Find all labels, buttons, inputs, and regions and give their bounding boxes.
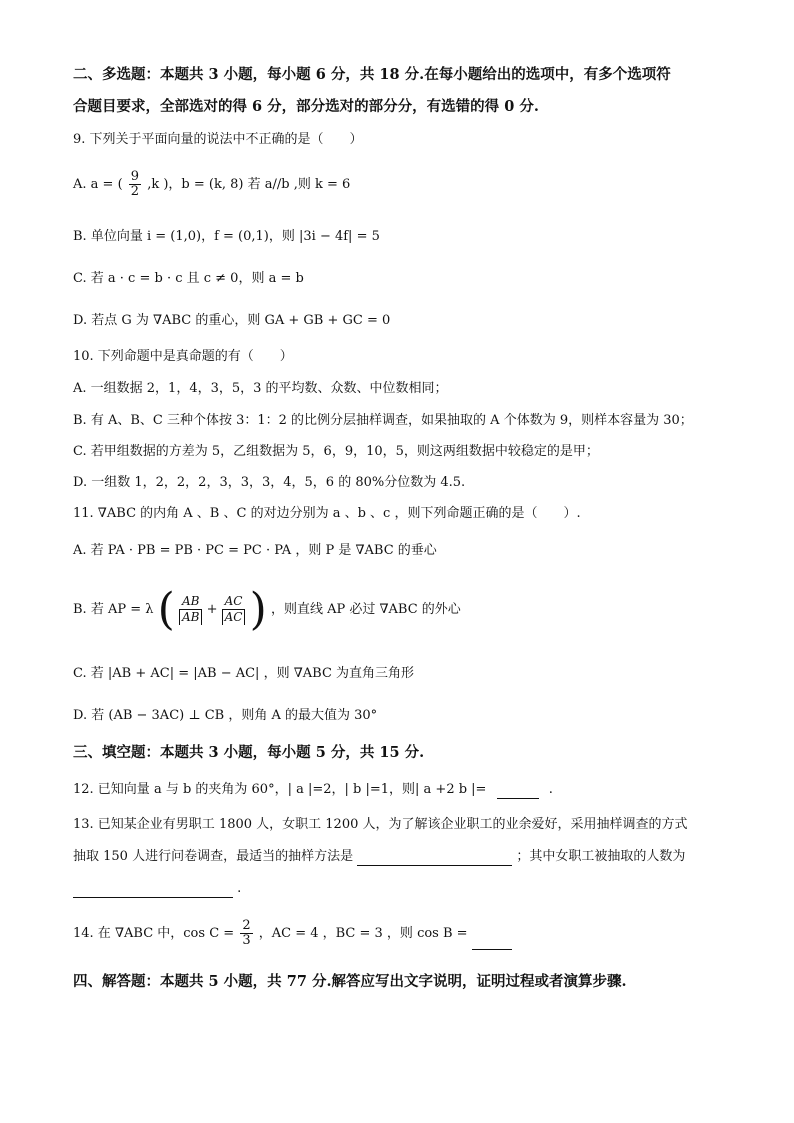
- q11-a-text: 若 PA · PB = PB · PC = PC · PA ，则 P 是 ∇ABC 的垂心: [90, 543, 437, 558]
- q11-option-c: [73, 665, 414, 683]
- q9-option-b: [73, 228, 380, 246]
- q11-b-num1: AB: [179, 594, 202, 610]
- q9-c-label: C.: [73, 271, 87, 286]
- q13-line3-end: .: [237, 881, 242, 896]
- q9-a-fraction: [129, 170, 141, 199]
- q10-option-d: D. 一组数 1，2，2，2，3，3，3，4，5，6 的 80%分位数为 4.5.: [73, 475, 466, 490]
- q9-a-denominator: 2: [130, 184, 140, 199]
- section4-heading: 四、解答题：本题共 5 小题，共 77 分.解答应写出文字说明，证明过程或者演算步骤.: [73, 973, 627, 990]
- q11-b-plus: +: [206, 602, 218, 617]
- q9-a-part1: a = (: [90, 177, 123, 192]
- q9-b-label: B.: [73, 229, 87, 244]
- q12: [73, 781, 553, 799]
- q14-answer-blank[interactable]: [472, 935, 512, 950]
- q9-option-d: [73, 312, 390, 330]
- q9-d-text: 若点 G 为 ∇ABC 的重心，则 GA + GB + GC = 0: [91, 313, 391, 328]
- q11-d-label: D.: [73, 708, 88, 723]
- q11-b-num2: AC: [222, 594, 246, 610]
- q9-b-text: 单位向量 i = (1,0)，f = (0,1)，则 |3i − 4f| = 5: [90, 229, 380, 244]
- q9-d-label: D.: [73, 313, 88, 328]
- q11-option-a: [73, 542, 437, 560]
- section3-heading: 三、填空题：本题共 3 小题，每小题 5 分，共 15 分.: [73, 744, 425, 761]
- q9-option-a: [73, 170, 350, 200]
- q11-b-right-paren: ): [249, 583, 267, 635]
- q11-b-part2: ，则直线 AP 必过 ∇ABC 的外心: [270, 602, 461, 617]
- q11-b-fraction1: [179, 594, 202, 625]
- q11-b-den1: AB: [179, 610, 202, 625]
- q10-option-c: C. 若甲组数据的方差为 5，乙组数据为 5，6，9，10，5，则这两组数据中较稳定的是甲；: [73, 444, 599, 459]
- q9-a-part2: ,k )，b = (k, 8) 若 a//b ,则 k = 6: [147, 177, 351, 192]
- q13-line1: 13. 已知某企业有男职工 1800 人，女职工 1200 人，为了解该企业职工的业余爱好，采用抽样调查的方式: [73, 817, 688, 832]
- q13-line2b: ；其中女职工被抽取的人数为: [516, 849, 686, 864]
- q11-option-d: [73, 707, 377, 725]
- q11-d-text: 若 (AB − 3AC) ⊥ CB ，则角 A 的最大值为 30°: [91, 708, 378, 723]
- q14-part2: ，AC = 4 ，BC = 3 ，则 cos B =: [258, 926, 468, 941]
- q11-c-text: 若 |AB + AC| = |AB − AC| ，则 ∇ABC 为直角三角形: [90, 666, 415, 681]
- q14-fraction: [240, 919, 252, 948]
- q11-b-label: B.: [73, 602, 87, 617]
- q11-c-label: C.: [73, 666, 87, 681]
- q9-stem: 9. 下列关于平面向量的说法中不正确的是（ ）: [73, 132, 363, 147]
- section2-heading-line2: 合题目要求，全部选对的得 6 分，部分选对的部分分，有选错的得 0 分.: [73, 98, 539, 115]
- q11-b-left-paren: (: [157, 583, 175, 635]
- section2-heading-line1: 二、多选题：本题共 3 小题，每小题 6 分，共 18 分.在每小题给出的选项中，有多个选项符: [73, 66, 671, 83]
- q11-b-den2: AC: [222, 610, 246, 625]
- q14: [73, 918, 512, 950]
- q11-b-part1: 若 AP = λ: [90, 602, 154, 617]
- q14-part1: 14. 在 ∇ABC 中，cos C =: [73, 926, 235, 941]
- q11-a-label: A.: [73, 543, 87, 558]
- q13-method-blank[interactable]: [357, 851, 512, 866]
- q10-stem: 10. 下列命题中是真命题的有（ ）: [73, 349, 293, 364]
- q9-option-c: [73, 270, 304, 288]
- q9-c-text: 若 a · c = b · c 且 c ≠ 0，则 a = b: [90, 271, 304, 286]
- q9-a-label: A.: [73, 177, 87, 192]
- q14-numerator: 2: [242, 918, 251, 933]
- q14-denominator: 3: [242, 933, 251, 948]
- q10-option-a: A. 一组数据 2，1，4，3，5，3 的平均数、众数、中位数相同；: [73, 381, 448, 396]
- q11-stem: 11. ∇ABC 的内角 A 、B 、C 的对边分别为 a 、b 、c ，则下列命题正确的是（ ）.: [73, 506, 581, 521]
- q11-option-b: [73, 584, 461, 636]
- q10-option-b: B. 有 A、B、C 三种个体按 3：1：2 的比例分层抽样调查，如果抽取的 A 个体数为 9，则样本容量为 30；: [73, 413, 693, 428]
- q11-b-fraction2: [222, 594, 246, 625]
- q13-line2a: 抽取 150 人进行问卷调查，最适当的抽样方法是: [73, 849, 354, 864]
- q12-end: .: [548, 782, 553, 797]
- q12-text: 12. 已知向量 a 与 b 的夹角为 60°，| a |=2，| b |=1，则| a +2 b |=: [73, 782, 487, 797]
- q12-answer-blank[interactable]: [497, 784, 539, 799]
- q13-line2: [73, 848, 685, 866]
- q13-count-blank[interactable]: [73, 883, 233, 898]
- q13-line3: [73, 880, 241, 898]
- q9-a-numerator: 9: [130, 169, 140, 184]
